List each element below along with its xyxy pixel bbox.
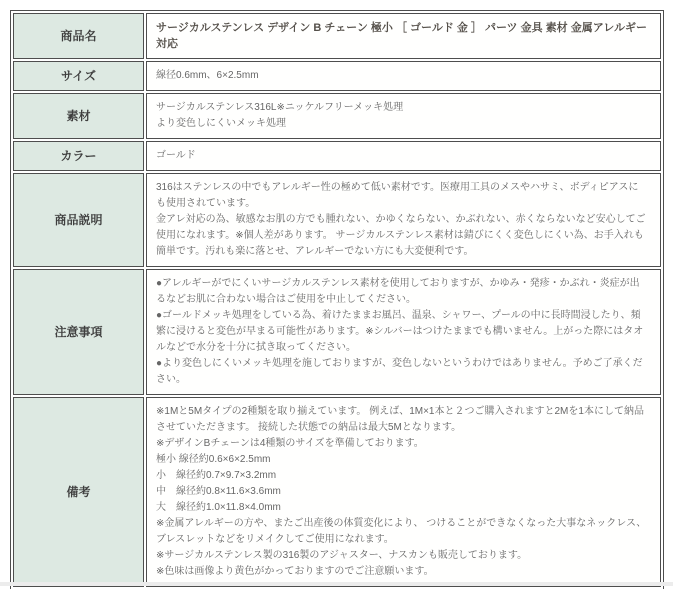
row-header-color: カラー	[13, 141, 144, 171]
value-line: 大 線径約1.0×11.8×4.0mm	[156, 502, 281, 513]
value-line: 極小 線径約0.6×6×2.5mm	[156, 454, 271, 465]
value-line: 線径0.6mm、6×2.5mm	[156, 70, 259, 81]
value-line: 中 線径約0.8×11.6×3.6mm	[156, 486, 281, 497]
table-row-color	[13, 141, 661, 171]
table-row-material	[13, 93, 661, 139]
row-value-product-name	[146, 13, 661, 59]
row-value-size	[146, 61, 661, 91]
value-line: ●アレルギーがでにくいサージカルステンレス素材を使用しておりますが、かゆみ・発疹・かぶれ・炎症が出るなどお肌に合わない場合はご使用を中止してください。	[156, 278, 640, 305]
value-line: ※デザインBチェーンは4種類のサイズを準備しております。	[156, 438, 424, 449]
value-line: 小 線径約0.7×9.7×3.2mm	[156, 470, 277, 481]
product-spec-table	[10, 10, 664, 589]
value-line: ゴールド	[156, 150, 196, 161]
row-header-notes: 備考	[13, 397, 144, 587]
value-line: ●ゴールドメッキ処理をしている為、着けたままお風呂、温泉、シャワー、プールの中に長時間浸したり、頻繁に浸けると変色が早まる可能性があります。※シルバーはつけたままでも構いません。上がった際にはタオルなどで水分を十分に拭き取ってください。	[156, 310, 644, 353]
value-line: ※サージカルステンレス製の316製のアジャスター、ナスカンも販売しております。	[156, 550, 528, 561]
row-value-color	[146, 141, 661, 171]
table-row-size	[13, 61, 661, 91]
row-header-product-name: 商品名	[13, 13, 144, 59]
table-row-description	[13, 173, 661, 267]
row-value-notes	[146, 397, 661, 587]
row-value-cautions	[146, 269, 661, 395]
row-value-description	[146, 173, 661, 267]
row-header-description: 商品説明	[13, 173, 144, 267]
value-line: より変色しにくいメッキ処理	[156, 118, 286, 129]
row-value-material	[146, 93, 661, 139]
table-row-notes	[13, 397, 661, 587]
value-line: ※色味は画像より黄色がかっておりますのでご注意願います。	[156, 566, 434, 577]
value-line: 金アレ対応の為、敏感なお肌の方でも腫れない、かゆくならない、かぶれない、赤くならないなど安心してご使用になれます。※個人差があります。 サージカルステンレス素材は錆びにくく変色しにくい為、お手入れも簡単です。汚れも楽に落とせ、アレルギーでない方にも大変便利です。	[156, 214, 646, 257]
value-line: サージカルステンレス316L※ニッケルフリーメッキ処理	[156, 102, 404, 113]
row-header-cautions: 注意事項	[13, 269, 144, 395]
table-row-cautions	[13, 269, 661, 395]
value-line: ●より変色しにくいメッキ処理を施しておりますが、変色しないというわけではありません。予めご了承ください。	[156, 358, 643, 385]
value-line: サージカルステンレス デザイン B チェーン 極小 ［ ゴールド 金 ］ パーツ 金具 素材 金属アレルギー対応	[156, 22, 647, 50]
value-line: 316はステンレスの中でもアレルギー性の極めて低い素材です。医療用工具のメスやハサミ、ボディピアスにも使用されています。	[156, 182, 639, 209]
value-line: ※金属アレルギーの方や、またご出産後の体質変化により、 つけることができなくなった大事なネックレス、ブレスレットなどをリメイクしてご使用になれます。	[156, 518, 647, 545]
row-header-material: 素材	[13, 93, 144, 139]
row-header-size: サイズ	[13, 61, 144, 91]
table-row-product-name	[13, 13, 661, 59]
value-line: ※1Mと5Mタイプの2種類を取り揃えています。 例えば、1M×1本と２つご購入されますと2Mを1本にして納品させていただきます。 接続した状態での納品は最大5Mとなります。	[156, 406, 644, 433]
page-bottom-divider	[0, 582, 673, 586]
